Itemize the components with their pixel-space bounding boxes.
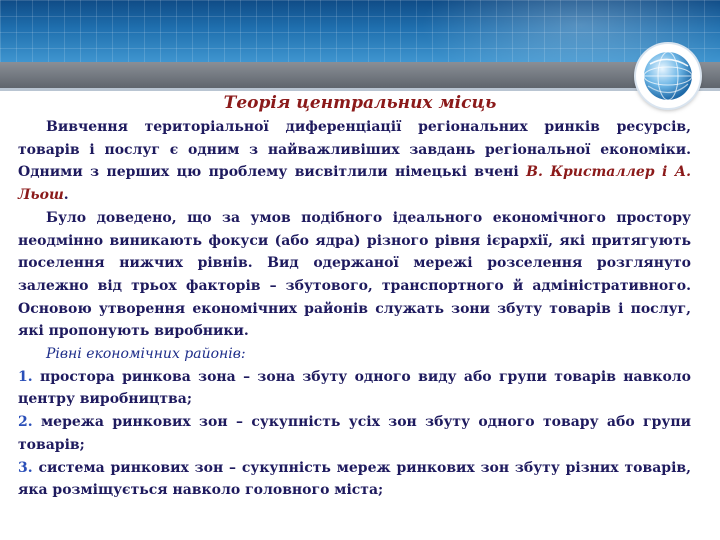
header-stripe — [0, 62, 720, 88]
content-body — [18, 116, 691, 502]
paragraph-intro — [18, 116, 691, 207]
list-text: система ринкових зон – сукупність мереж ринкових зон збуту різних товарів, яка розміщується навколо головного міста; — [18, 459, 691, 499]
paragraph-intro-end: . — [63, 187, 69, 204]
list-item-level-2 — [18, 411, 691, 456]
list-text: простора ринкова зона – зона збуту одного виду або групи товарів навколо центру виробництва; — [18, 368, 691, 408]
header-banner — [0, 0, 720, 62]
paragraph-theory: Було доведено, що за умов подібного ідеального економічного простору неодмінно виникають фокуси (або ядра) різного рівня ієрархії, які притягують поселення нижчих рівнів. Вид одержаної мережі розселення розглянуто залежно від трьох факторів – збутового, транспортного й адміністративного. Основою утворення економічних районів служать зони збуту товарів і послуг, які пропонують виробники. — [18, 209, 691, 340]
paragraph-intro-text: Вивчення територіальної диференціації регіональних ринків ресурсів, товарів і послуг є одним з найважливіших завдань регіональної економіки. Одними з перших цю проблему висвітлили німецькі вчені — [18, 119, 691, 181]
list-number: 1. — [18, 368, 33, 385]
scientists-names: В. Кристаллер і А. Льош — [18, 164, 691, 204]
levels-heading: Рівні економічних районів: — [46, 346, 246, 363]
list-number: 2. — [18, 414, 33, 431]
list-text: мережа ринкових зон – сукупність усіх зон збуту одного товару або групи товарів; — [18, 414, 691, 453]
header-stripe-light — [0, 88, 720, 91]
list-item-level-3 — [18, 457, 691, 502]
list-item-level-1 — [18, 366, 691, 411]
page-title: Теорія центральних місць — [223, 93, 497, 113]
list-number: 3. — [18, 459, 33, 476]
